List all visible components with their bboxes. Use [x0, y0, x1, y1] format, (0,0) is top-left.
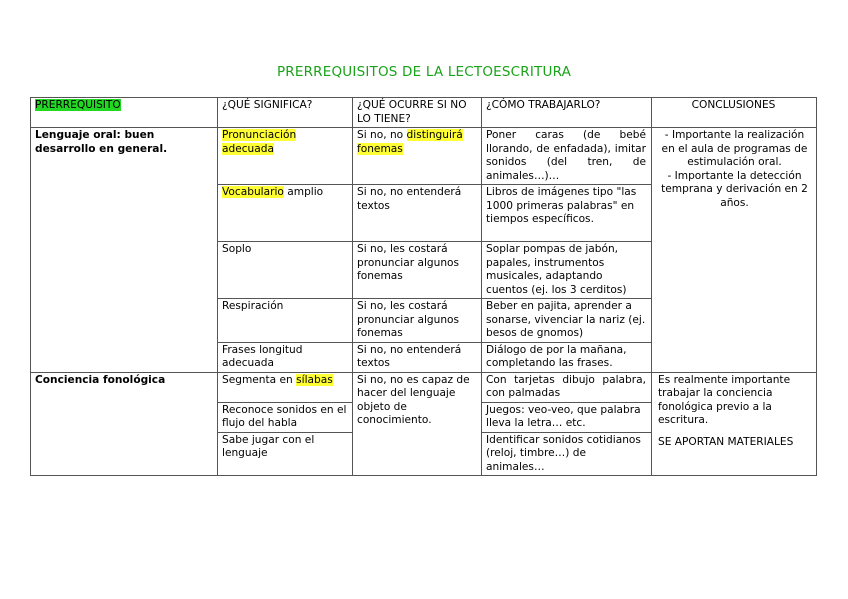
trabajar-cell: Con tarjetas dibujo palabra, con palmadas — [482, 372, 652, 402]
trabajar-cell: Poner caras (de bebé llorando, de enfadada), imitar sonidos (del tren, de animales…)… — [482, 128, 652, 185]
ocurre-cell: Si no, no entenderá textos — [353, 185, 482, 242]
conclusion-fono — [652, 372, 817, 476]
conclusion-item: SE APORTAN MATERIALES — [658, 435, 794, 448]
header-conclusiones: CONCLUSIONES — [652, 98, 817, 128]
header-ocurre: ¿QUÉ OCURRE SI NO LO TIENE? — [353, 98, 482, 128]
ocurre-cell: Si no, les costará pronunciar algunos fonemas — [353, 299, 482, 343]
conclusion-item: - Importante la realización en el aula de programas de estimulación oral. — [661, 129, 808, 168]
ocurre-cell: Si no, les costará pronunciar algunos fonemas — [353, 242, 482, 299]
prerequisite-fono: Conciencia fonológica — [31, 372, 218, 476]
trabajar-cell: Diálogo de por la mañana, completando las frases. — [482, 342, 652, 372]
significa-cell: Respiración — [218, 299, 353, 343]
trabajar-cell: Beber en pajita, aprender a sonarse, vivenciar la nariz (ej. besos de gnomos) — [482, 299, 652, 343]
ocurre-cell: Si no, no distinguirá fonemas — [353, 128, 482, 185]
trabajar-cell: Juegos: veo-veo, que palabra lleva la letra… etc. — [482, 402, 652, 432]
table-row — [31, 372, 817, 402]
significa-cell: Soplo — [218, 242, 353, 299]
significa-cell: Vocabulario amplio — [218, 185, 353, 242]
ocurre-cell: Si no, no entenderá textos — [353, 342, 482, 372]
significa-cell: Frases longitud adecuada — [218, 342, 353, 372]
table-row — [31, 128, 817, 185]
trabajar-cell: Soplar pompas de jabón, papales, instrumentos musicales, adaptando cuentos (ej. los 3 cerditos) — [482, 242, 652, 299]
ocurre-cell: Si no, no es capaz de hacer del lenguaje objeto de conocimiento. — [353, 372, 482, 476]
header-trabajar: ¿CÓMO TRABAJARLO? — [482, 98, 652, 128]
page-title: PRERREQUISITOS DE LA LECTOESCRITURA — [276, 64, 572, 80]
header-significa: ¿QUÉ SIGNIFICA? — [218, 98, 353, 128]
significa-cell: Segmenta en sílabas — [218, 372, 353, 402]
conclusion-oral — [652, 128, 817, 373]
significa-cell: Pronunciación adecuada — [218, 128, 353, 185]
conclusion-item: - Importante la detección temprana y derivación en 2 años. — [661, 169, 808, 209]
table-header-row — [31, 98, 817, 128]
prerequisites-table — [30, 97, 817, 476]
header-prerrequisito: PRERREQUISITO — [31, 98, 218, 128]
trabajar-cell: Identificar sonidos cotidianos (reloj, timbre…) de animales… — [482, 432, 652, 476]
significa-cell: Reconoce sonidos en el flujo del habla — [218, 402, 353, 432]
significa-cell: Sabe jugar con el lenguaje — [218, 432, 353, 476]
prerequisite-oral: Lenguaje oral: buen desarrollo en general. — [31, 128, 218, 373]
conclusion-item: Es realmente importante trabajar la conciencia fonológica previo a la escritura. — [658, 373, 791, 426]
trabajar-cell: Libros de imágenes tipo "las 1000 primeras palabras" en tiempos específicos. — [482, 185, 652, 242]
